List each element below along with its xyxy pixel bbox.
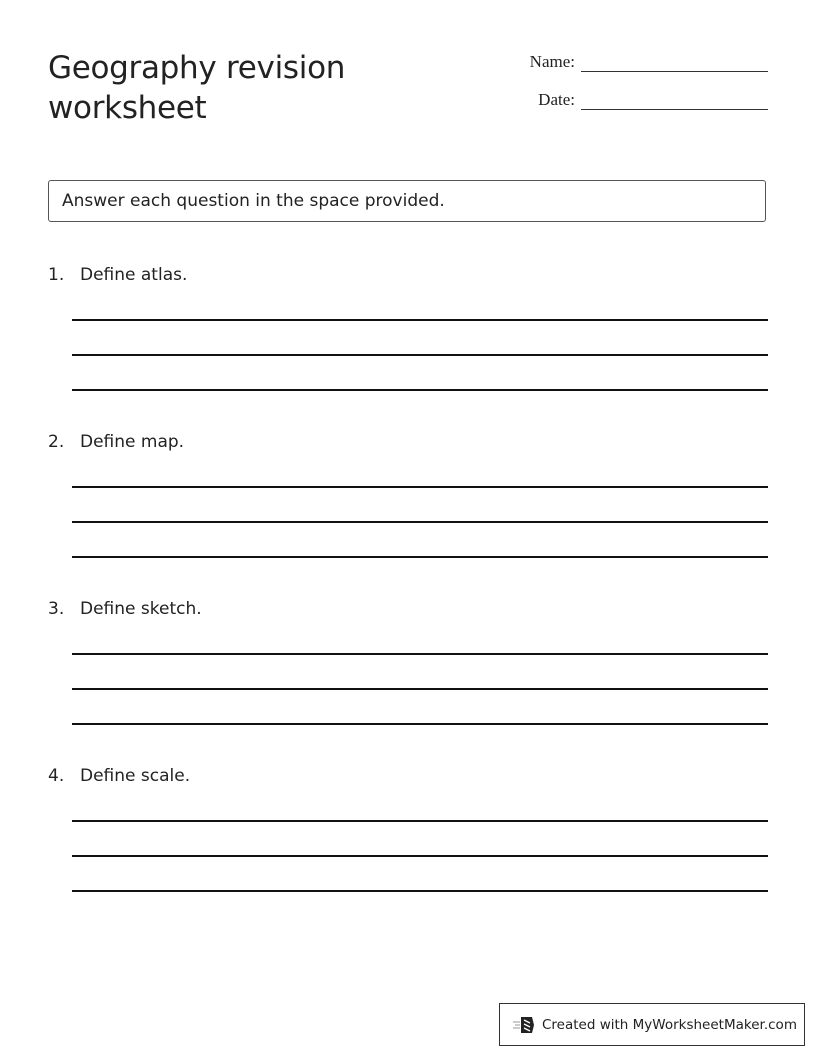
answer-line[interactable] — [72, 556, 768, 558]
answer-line[interactable] — [72, 820, 768, 822]
answer-line[interactable] — [72, 890, 768, 892]
instructions-box — [48, 180, 766, 222]
name-blank-line[interactable] — [581, 57, 768, 72]
instructions-text: Answer each question in the space provided. — [62, 191, 445, 211]
footer-badge[interactable] — [499, 1003, 805, 1046]
answer-line[interactable] — [72, 319, 768, 321]
answer-line[interactable] — [72, 653, 768, 655]
answer-line[interactable] — [72, 486, 768, 488]
answer-line[interactable] — [72, 354, 768, 356]
page-title: Geography revision worksheet — [48, 50, 346, 126]
question-text: Define scale. — [80, 766, 191, 786]
answer-line[interactable] — [72, 688, 768, 690]
worksheet-maker-logo-icon — [512, 1015, 536, 1035]
question-number: 3. — [48, 599, 65, 619]
question-number: 1. — [48, 265, 65, 285]
answer-line[interactable] — [72, 723, 768, 725]
answer-line[interactable] — [72, 389, 768, 391]
footer-text: Created with MyWorksheetMaker.com — [542, 1016, 797, 1033]
date-blank-line[interactable] — [581, 95, 768, 110]
question-text: Define atlas. — [80, 265, 188, 285]
date-field — [538, 90, 768, 110]
question-text: Define map. — [80, 432, 185, 452]
question-2 — [48, 431, 768, 453]
answer-line[interactable] — [72, 521, 768, 523]
question-number: 4. — [48, 766, 65, 786]
question-1 — [48, 264, 768, 286]
answer-line[interactable] — [72, 855, 768, 857]
question-3 — [48, 598, 768, 620]
name-field — [530, 52, 768, 72]
question-4 — [48, 765, 768, 787]
name-label: Name: — [529, 52, 575, 71]
question-number: 2. — [48, 432, 65, 452]
question-text: Define sketch. — [80, 599, 202, 619]
date-label: Date: — [538, 90, 575, 109]
